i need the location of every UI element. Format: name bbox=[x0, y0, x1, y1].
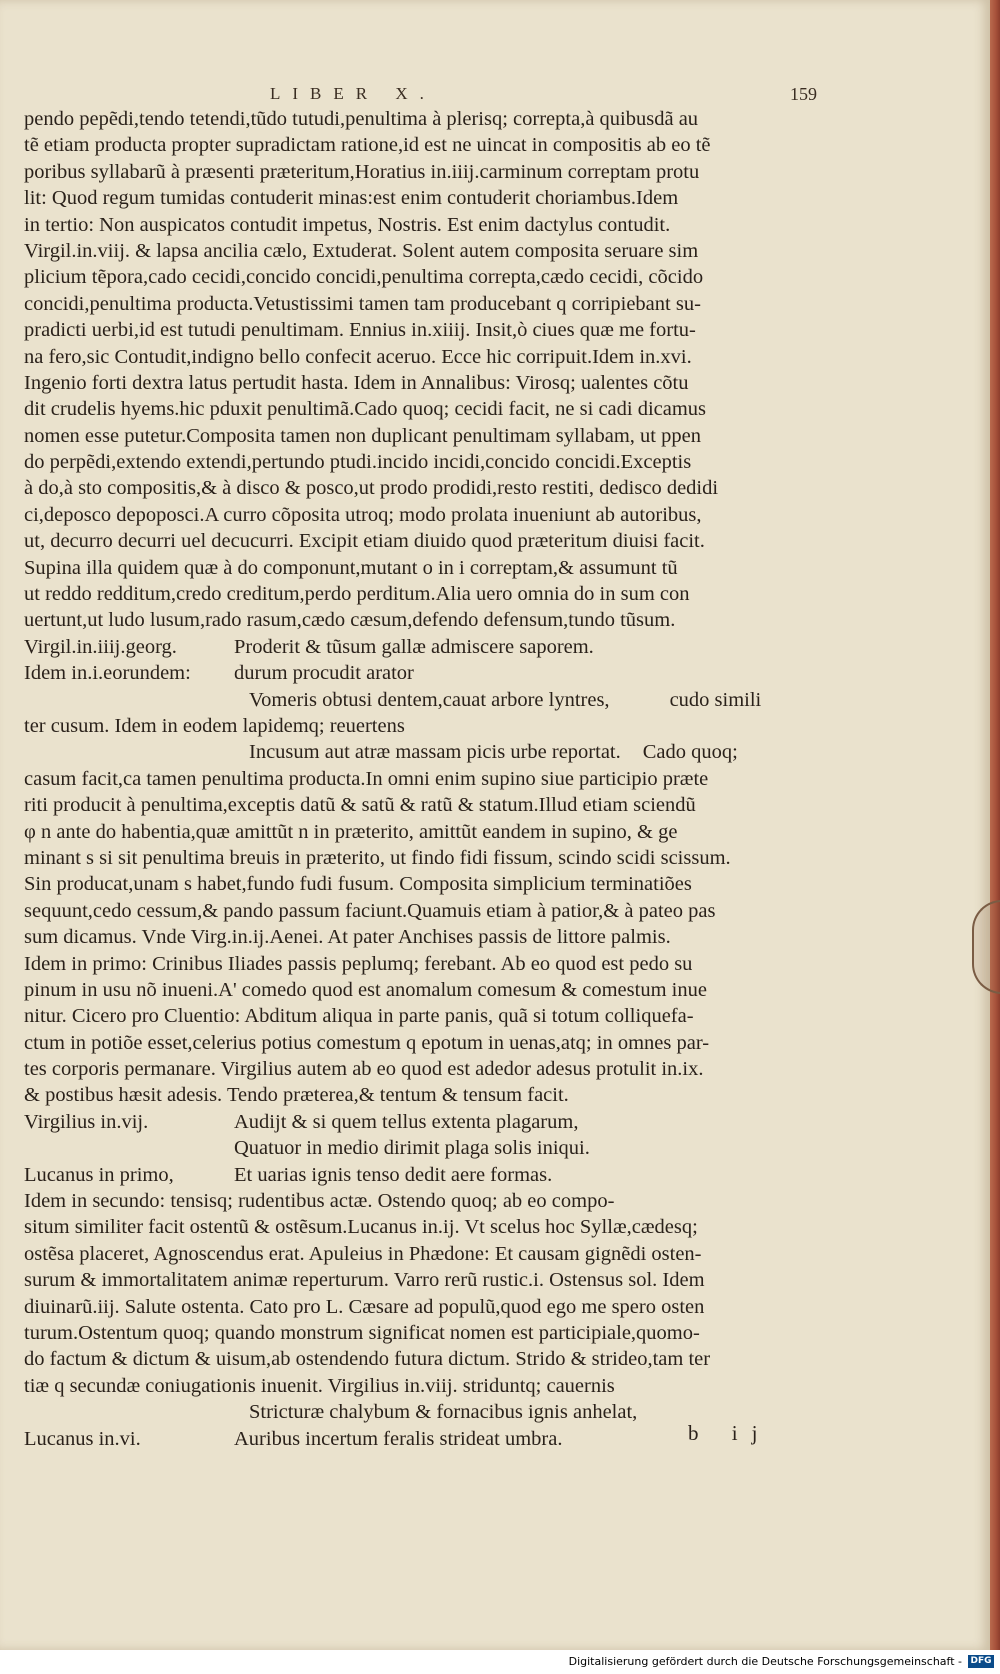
verse-line bbox=[24, 634, 814, 660]
text-line: diuinarũ.iij. Salute ostenta. Cato pro L. Cæsare ad populũ,quod ego me spero osten bbox=[24, 1295, 705, 1318]
verse-source: Lucanus in primo, bbox=[24, 1163, 174, 1186]
text-line: Sin producat,unam s habet,fundo fudi fusum. Composita simplicium terminatiões bbox=[24, 873, 692, 896]
verse-line bbox=[24, 1162, 814, 1188]
verse-line bbox=[24, 1109, 814, 1135]
text-line: Ingenio forti dextra latus pertudit hasta. Idem in Annalibus: Virosq; ualentes cõtu bbox=[24, 371, 689, 394]
text-line: ctum in potiõe esset,celerius potius comestum q epotum in uenas,atq; in omnes par- bbox=[24, 1031, 710, 1054]
text-line: pinum in usu nõ inueni.A' comedo quod est anomalum comesum & comestum inue bbox=[24, 978, 707, 1001]
text-line: surum & immortalitatem animæ reperturum. Varro rerũ rustic.i. Ostensus sol. Idem bbox=[24, 1269, 705, 1292]
verse-source: Virgil.in.iiij.georg. bbox=[24, 635, 177, 658]
text-line: Virgil.in.viij. & lapsa ancilia cælo, Extuderat. Solent autem composita seruare sim bbox=[24, 239, 699, 262]
verse-line bbox=[24, 739, 814, 765]
text-line: minant s si sit penultima breuis in præterito, ut findo fidi fissum, scindo scidi scissum. bbox=[24, 846, 731, 869]
dfg-logo-icon: DFG bbox=[968, 1655, 994, 1668]
text-line: ut, decurro decurri uel decucurri. Excipit etiam diuido quod præteritum diuisi facit. bbox=[24, 530, 705, 553]
text-line: ostẽsa placeret, Agnoscendus erat. Apuleius in Phædone: Et causam gignẽdi osten- bbox=[24, 1242, 702, 1265]
text-line: do perpẽdi,extendo extendi,pertundo ptudi.incido incidi,concido concidi.Exceptis bbox=[24, 451, 692, 474]
text-line: Idem in secundo: tensisq; rudentibus actæ. Ostendo quoq; ab eo compo- bbox=[24, 1190, 615, 1213]
text-line: plicium tẽpora,cado cecidi,concido concidi,penultima correpta,cædo cecidi, cõcido bbox=[24, 266, 704, 289]
text-line: in tertio: Non auspicatos contudit impetus, Nostris. Est enim dactylus contudit. bbox=[24, 213, 671, 236]
verse-text: Quatuor in medio dirimit plaga solis iniqui. bbox=[234, 1137, 590, 1160]
verse-text: Et uarias ignis tenso dedit aere formas. bbox=[234, 1163, 553, 1186]
signature-mark: b ij bbox=[688, 1421, 772, 1445]
verse-text: Incusum aut atræ massam picis urbe reportat. bbox=[249, 741, 621, 764]
text-line: pendo pepẽdi,tendo tetendi,tũdo tutudi,penultima à plerisq; correpta,à quibusdã au bbox=[24, 108, 699, 130]
folio-number: 159 bbox=[790, 84, 817, 104]
footer bbox=[0, 1650, 1000, 1674]
text-line: pradicti uerbi,id est tutudi penultimam. Ennius in.xiiij. Insit,ò ciues quæ me fortu- bbox=[24, 319, 696, 342]
verse-text: Vomeris obtusi dentem,cauat arbore lyntres, bbox=[249, 688, 610, 711]
text-line: uertunt,ut ludo lusum,rado rasum,cædo cæsum,defendo defensum,tundo tũsum. bbox=[24, 609, 676, 632]
footer-credit: Digitalisierung gefördert durch die Deutsche Forschungsgemeinschaft - bbox=[568, 1655, 962, 1668]
page-edge bbox=[990, 0, 1000, 1650]
text-line: concidi,penultima producta.Vetustissimi tamen tam producebant q corripiebant su- bbox=[24, 292, 701, 315]
text-line: ter cusum. Idem in eodem lapidemq; reuertens bbox=[24, 714, 405, 737]
text-line: lit: Quod regum tumidas contuderit minas:est enim contuderit choriambus.Idem bbox=[24, 187, 679, 210]
verse-source: Idem in.i.eorundem: bbox=[24, 662, 191, 685]
text-line: Idem in primo: Crinibus Iliades passis peplumq; ferebant. Ab eo quod est pedo su bbox=[24, 952, 693, 975]
body-text bbox=[24, 106, 814, 1452]
text-line: sequunt,cedo cessum,& pando passum faciunt.Quamuis etiam à patior,& à pateo pas bbox=[24, 899, 716, 922]
text-line: & postibus hæsit adesis. Tendo præterea,& tentum & tensum facit. bbox=[24, 1084, 569, 1107]
text-line: dit crudelis hyems.hic pduxit penultimã.Cado quoq; cecidi facit, ne si cadi dicamus bbox=[24, 398, 707, 421]
verse-line bbox=[24, 1135, 814, 1161]
verse-source: Virgilius in.vij. bbox=[24, 1110, 149, 1133]
verse-text: Stricturæ chalybum & fornacibus ignis anhelat, bbox=[249, 1401, 638, 1424]
clasp-mark bbox=[972, 900, 1000, 994]
text-line: tẽ etiam producta propter supradictam ratione,id est ne uincat in compositis ab eo tẽ bbox=[24, 134, 711, 157]
text-line: Supina illa quidem quæ à do componunt,mutant o in i correptam,& assumunt tũ bbox=[24, 556, 678, 579]
text-line: ci,deposco depoposci.A curro cõposita utroq; modo prolata inueniunt ab autoribus, bbox=[24, 503, 702, 526]
text-line: ut reddo redditum,credo creditum,perdo perditum.Alia uero omnia do in sum con bbox=[24, 583, 690, 606]
text-line: φ n ante do habentia,quæ amittũt n in præterito, amittũt eandem in supino, & ge bbox=[24, 820, 678, 843]
text-line: tiæ q secundæ coniugationis inuenit. Virgilius in.viij. striduntq; cauernis bbox=[24, 1374, 615, 1397]
verse-text: durum procudit arator bbox=[234, 662, 414, 685]
text-line: riti producit à penultima,exceptis datũ & satũ & ratũ & statum.Illud etiam sciendũ bbox=[24, 794, 696, 817]
verse-source: Lucanus in.vi. bbox=[24, 1427, 141, 1450]
text-line: à do,à sto compositis,& à disco & posco,ut prodo prodidi,resto restiti, dedisco dedidi bbox=[24, 477, 719, 500]
text-line: sum dicamus. Vnde Virg.in.ij.Aenei. At pater Anchises passis de littore palmis. bbox=[24, 926, 671, 949]
running-title: LIBER X. bbox=[270, 84, 436, 103]
verse-line bbox=[24, 687, 814, 713]
text-line: turum.Ostentum quoq; quando monstrum significat nomen est participiale,quomo- bbox=[24, 1321, 700, 1344]
verse-tail: Cado quoq; bbox=[642, 741, 738, 764]
text-line: casum facit,ca tamen penultima producta.In omni enim supino siue participio præte bbox=[24, 767, 709, 790]
text-line: tes corporis permanare. Virgilius autem ab eo quod est adedor adesus protulit in.ix. bbox=[24, 1058, 704, 1081]
text-line: nitur. Cicero pro Cluentio: Abditum aliqua in parte panis, quã si totum colliquefa- bbox=[24, 1005, 694, 1028]
verse-text: Auribus incertum feralis strideat umbra. bbox=[234, 1427, 563, 1450]
verse-text: Audijt & si quem tellus extenta plagarum, bbox=[234, 1110, 579, 1133]
text-line: nomen esse putetur.Composita tamen non duplicant penultimam syllabam, ut ppen bbox=[24, 424, 701, 447]
text-line: poribus syllabarũ à præsenti præteritum,Horatius in.iiij.carminum correptam protu bbox=[24, 160, 700, 183]
verse-line bbox=[24, 660, 814, 686]
verse-tail: cudo simili bbox=[669, 688, 762, 711]
text-line: na fero,sic Contudit,indigno bello confecit aceruo. Ecce hic corripuit.Idem in.xvi. bbox=[24, 345, 692, 368]
text-line: situm similiter facit ostentũ & ostẽsum.Lucanus in.ij. Vt scelus hoc Syllæ,cædesq; bbox=[24, 1216, 698, 1239]
text-line: do factum & dictum & uisum,ab ostendendo futura dictum. Strido & strideo,tam ter bbox=[24, 1348, 711, 1371]
verse-text: Proderit & tũsum gallæ admiscere saporem. bbox=[234, 635, 594, 658]
